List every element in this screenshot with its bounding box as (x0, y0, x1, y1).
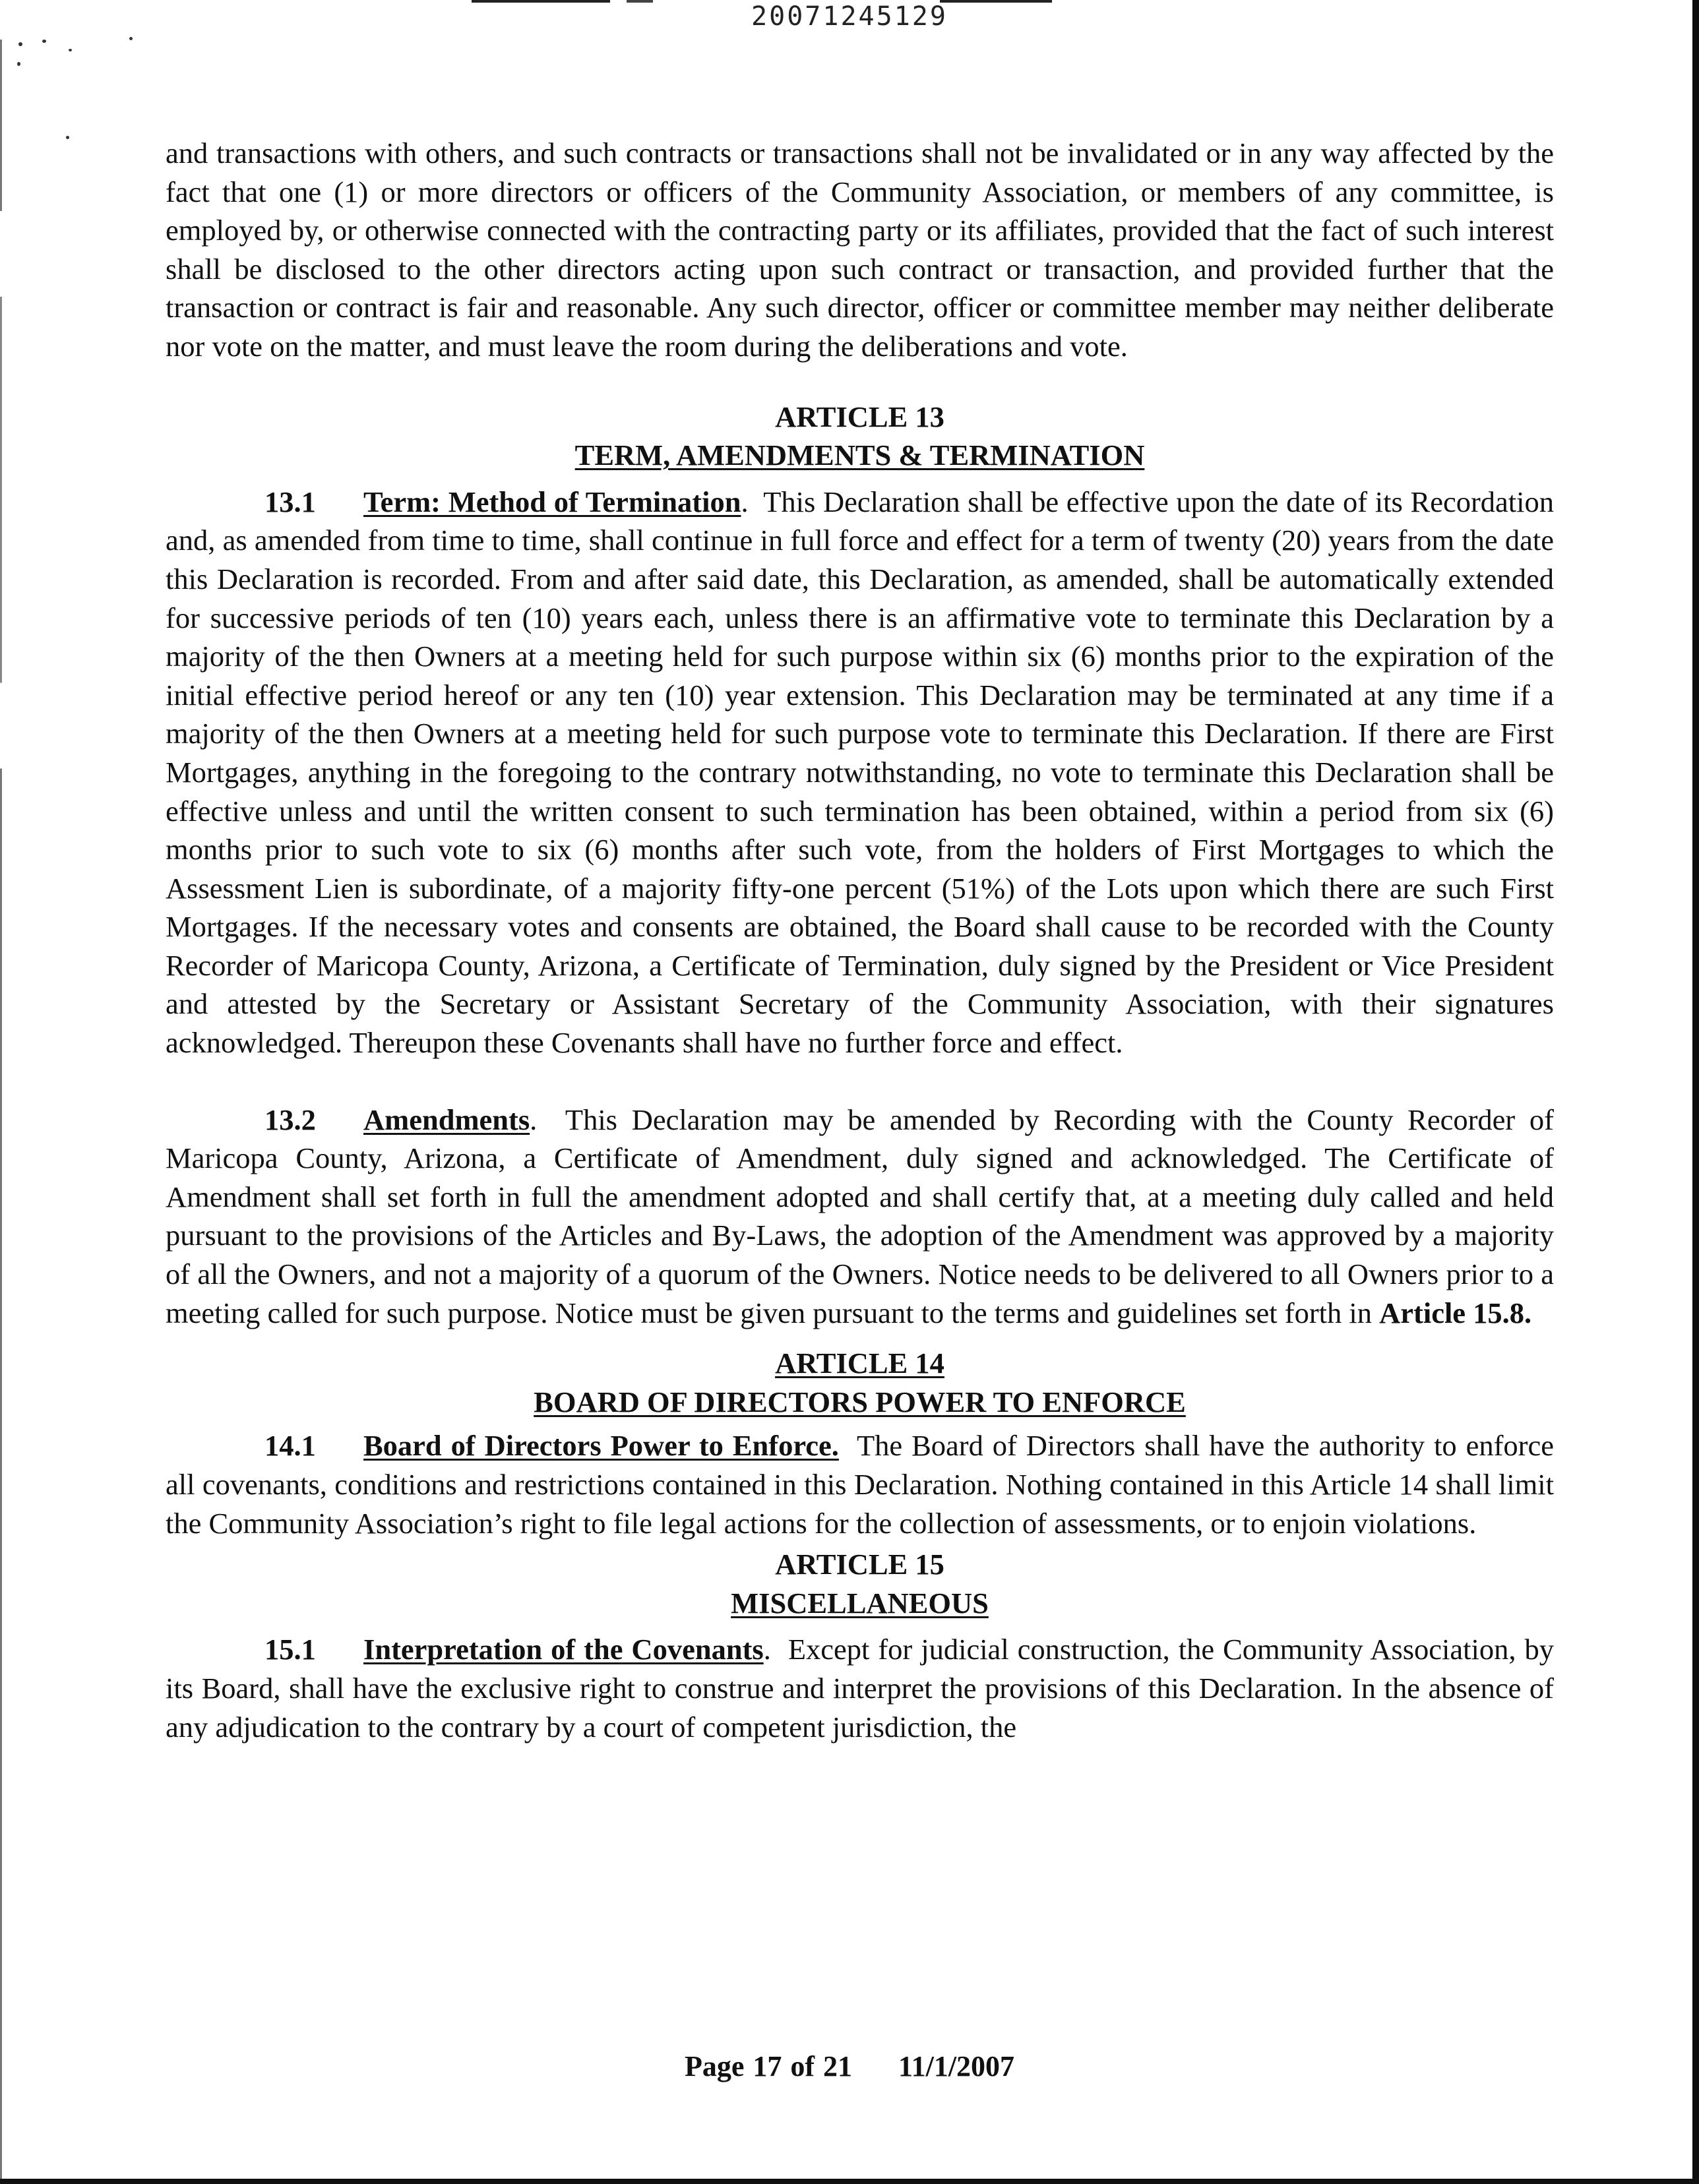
section-body: This Declaration shall be effective upon the date of its Recordation and, as amended from time to time, shall continue in full force and effect for a term of twenty (20) years from the date this Declaration is recorded. From and after said date, this Declaration, as amended, shall be automatically extended for successive periods of ten (10) years each, unless there is an affirmative vote to terminate this Declaration by a majority of the then Owners at a meeting held for such purpose within six (6) months prior to the expiration of the initial effective period hereof or any ten (10) year extension. This Declaration may be terminated at any time if a majority of the then Owners at a meeting held for such purpose vote to terminate this Declaration. If there are First Mortgages, anything in the foregoing to the contrary notwithstanding, no vote to terminate this Declaration shall be effective unless and until the written consent to such termination has been obtained, within a period from six (6) months prior to such vote to six (6) months after such vote, from the holders of First Mortgages to which the Assessment Lien is subordinate, of a majority fifty-one percent (51%) of the Lots upon which there are such First Mortgages. If the necessary votes and consents are obtained, the Board shall cause to be recorded with the County Recorder of Maricopa County, Arizona, a Certificate of Termination, duly signed by the President or Vice President and attested by the Secretary or Assistant Secretary of the Community Association, with their signatures acknowledged. Thereupon these Covenants shall have no further force and effect. (166, 485, 1554, 1060)
section-title-punct: . (763, 1633, 771, 1666)
intro-paragraph: and transactions with others, and such contracts or transactions shall not be invalidated or in any way affected by the fact that one (1) or more directors or officers of the Community Association, or members of any committee, is employed by, or otherwise connected with the contracting party or its affiliates, provided that the fact of such interest shall be disclosed to the other directors acting upon such contract or transaction, and provided further that the transaction or contract is fair and reasonable. Any such director, officer or committee member may neither deliberate nor vote on the matter, and must leave the room during the deliberations and vote. (166, 136, 1554, 363)
section-13-1 (166, 483, 1554, 1062)
article-14-heading: ARTICLE 14 (775, 1347, 944, 1380)
page-number: Page 17 of 21 (684, 2050, 853, 2082)
section-body: This Declaration may be amended by Recording with the County Recorder of Maricopa County, Arizona, a Certificate of Amendment, duly signed and acknowledged. The Certificate of Amendment shall set forth in full the amendment adopted and shall certify that, at a meeting duly called and held pursuant to the provisions of the Articles and By-Laws, the adoption of the Amendment was approved by a majority of all the Owners, and not a majority of a quorum of the Owners. Notice needs to be delivered to all Owners prior to a meeting called for such purpose. Notice must be given pursuant to the terms and guidelines set forth in (166, 1103, 1554, 1329)
article-15-title: MISCELLANEOUS (731, 1586, 989, 1620)
section-15-1 (166, 1630, 1554, 1746)
scan-speck (129, 37, 133, 40)
section-number: 14.1 (264, 1429, 316, 1463)
section-title-punct: . (530, 1103, 538, 1136)
document-body (166, 134, 1554, 1746)
page-footer (0, 2049, 1699, 2083)
article-13-title: TERM, AMENDMENTS & TERMINATION (574, 439, 1145, 472)
section-title: Term: Method of Termination (363, 485, 741, 518)
section-title: Board of Directors Power to Enforce. (363, 1429, 839, 1463)
section-number: 13.2 (264, 1103, 316, 1136)
footer-date: 11/1/2007 (898, 2050, 1015, 2082)
section-number: 13.1 (264, 485, 316, 518)
section-title-punct: . (741, 485, 749, 518)
scan-speck (66, 136, 69, 139)
section-14-1 (166, 1426, 1554, 1542)
scan-speck (42, 40, 46, 43)
scan-speck (69, 49, 72, 51)
article-14-title: BOARD OF DIRECTORS POWER TO ENFORCE (534, 1385, 1186, 1418)
section-number: 15.1 (264, 1633, 316, 1666)
article-14-heading-block (166, 1344, 1554, 1421)
scan-bottom-edge (0, 2179, 1699, 2184)
scan-speck (17, 62, 20, 66)
scan-speck (18, 42, 22, 46)
section-title: Amendments (363, 1103, 530, 1136)
section-body: The Board of Directors shall have the authority to enforce all covenants, conditions and restrictions contained in this Declaration. Nothing contained in this Article 14 shall limit the Community Association’s right to file legal actions for the collection of assessments, or to enjoin violations. (166, 1429, 1554, 1540)
scan-right-edge (1692, 0, 1699, 2184)
article-15-heading-block (166, 1545, 1554, 1622)
article-13-heading-block (166, 398, 1554, 475)
section-title: Interpretation of the Covenants (363, 1633, 764, 1666)
article-reference: Article 15.8. (1379, 1296, 1532, 1329)
scan-left-edge (0, 40, 2, 2184)
recording-number: 20071245129 (751, 1, 948, 32)
section-body: Except for judicial construction, the Community Association, by its Board, shall have the exclusive right to construe and interpret the provisions of this Declaration. In the absence of any adjudication to the contrary by a court of competent jurisdiction, the (166, 1633, 1554, 1744)
article-15-heading: ARTICLE 15 (775, 1548, 944, 1581)
article-13-heading: ARTICLE 13 (775, 400, 944, 433)
section-13-2 (166, 1101, 1554, 1333)
